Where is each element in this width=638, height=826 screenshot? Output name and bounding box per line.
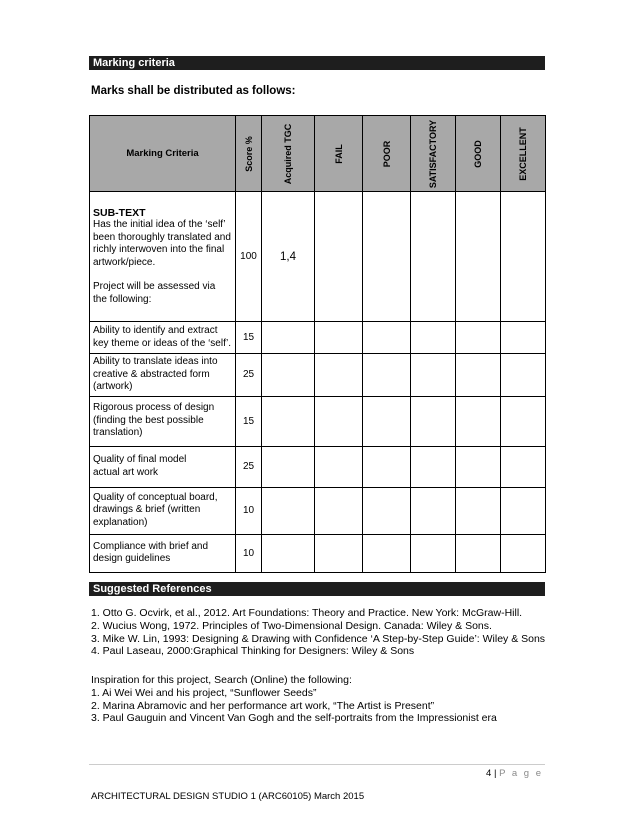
header-acquired: Acquired TGC xyxy=(262,116,315,192)
reference-item: 3. Mike W. Lin, 1993: Designing & Drawing with Confidence ‘A Step-by-Step Guide’: Wiley & Sons xyxy=(91,632,546,645)
criterion-line: design guidelines xyxy=(93,553,171,564)
subtext-line: Has the initial idea of the ‘self’ xyxy=(93,219,226,231)
criterion-line: explanation) xyxy=(93,516,148,528)
reference-item: 4. Paul Laseau, 2000:Graphical Thinking for Designers: Wiley & Sons xyxy=(91,645,415,658)
header-good: GOOD xyxy=(456,116,501,192)
criterion-line: Quality of final model xyxy=(93,454,187,465)
reference-item: 2. Wucius Wong, 1972. Principles of Two-Dimensional Design. Canada: Wiley & Sons. xyxy=(91,619,492,632)
subtext-note: the following: xyxy=(93,293,152,305)
table-row xyxy=(90,534,546,572)
references-list xyxy=(91,607,545,658)
marks-intro: Marks shall be distributed as follows: xyxy=(91,85,296,97)
score-cell: 15 xyxy=(236,396,262,446)
header-fail: FAIL xyxy=(315,116,363,192)
criterion-line: key theme or ideas of the ‘self’. xyxy=(93,337,232,349)
score-cell: 25 xyxy=(236,446,262,487)
reference-item: 1. Otto G. Ocvirk, et al., 2012. Art Foundations: Theory and Practice. New York: McGraw-Hill. xyxy=(91,607,523,619)
table-row-subtext xyxy=(90,192,546,322)
subtext-note: Project will be assessed via xyxy=(93,281,216,293)
table-row xyxy=(90,396,546,446)
subtext-title: SUB-TEXT xyxy=(93,206,146,219)
header-score: Score % xyxy=(236,116,262,192)
criterion-line: Ability to identify and extract xyxy=(93,325,218,336)
subtext-line: richly interwoven into the final xyxy=(93,244,225,256)
header-poor: POOR xyxy=(363,116,411,192)
suggested-references-heading: Suggested References xyxy=(89,582,545,596)
criterion-line: Rigorous process of design xyxy=(93,402,215,414)
table-row xyxy=(90,487,546,534)
criterion-line: Ability to translate ideas into xyxy=(93,356,218,367)
header-satisfactory: SATISFACTORY xyxy=(411,116,456,192)
score-cell: 10 xyxy=(236,487,262,534)
score-cell: 15 xyxy=(236,322,262,354)
table-row xyxy=(90,322,546,354)
table-row xyxy=(90,354,546,397)
criterion-line: drawings & brief (written xyxy=(93,504,201,516)
page-number xyxy=(486,768,543,779)
table-row xyxy=(90,446,546,487)
page-number-value: 4 xyxy=(486,768,492,779)
subtext-line: artwork/piece. xyxy=(93,256,156,268)
acquired-cell: 1,4 xyxy=(262,192,315,322)
inspiration-section xyxy=(91,674,497,725)
subtext-line: been thoroughly translated and xyxy=(93,231,231,243)
score-cell: 100 xyxy=(236,192,262,322)
header-excellent: EXCELLENT xyxy=(501,116,546,192)
footer-course: ARCHITECTURAL DESIGN STUDIO 1 (ARC60105) March 2015 xyxy=(91,791,365,802)
inspiration-item: 3. Paul Gauguin and Vincent Van Gogh and the self-portraits from the Impressionist era xyxy=(91,712,497,725)
subtext-description xyxy=(90,192,236,322)
marking-criteria-table xyxy=(89,115,546,573)
criterion-line: actual art work xyxy=(93,466,159,478)
criterion-line: translation) xyxy=(93,427,143,439)
criterion-line: Compliance with brief and xyxy=(93,540,209,552)
criterion-line: (artwork) xyxy=(93,381,133,392)
inspiration-item: 1. Ai Wei Wei and his project, “Sunflower Seeds” xyxy=(91,686,317,699)
criterion-line: (finding the best possible xyxy=(93,414,204,426)
page-word: P a g e xyxy=(499,768,543,779)
footer-divider xyxy=(89,764,545,765)
page-separator: | xyxy=(493,768,497,779)
criterion-line: Quality of conceptual board, xyxy=(93,491,218,503)
criterion-line: creative & abstracted form xyxy=(93,368,210,380)
inspiration-item: 2. Marina Abramovic and her performance art work, “The Artist is Present” xyxy=(91,699,435,712)
marking-criteria-heading: Marking criteria xyxy=(89,56,545,70)
score-cell: 10 xyxy=(236,534,262,572)
inspiration-intro: Inspiration for this project, Search (Online) the following: xyxy=(91,674,352,686)
header-marking-criteria: Marking Criteria xyxy=(90,116,236,192)
score-cell: 25 xyxy=(236,354,262,397)
